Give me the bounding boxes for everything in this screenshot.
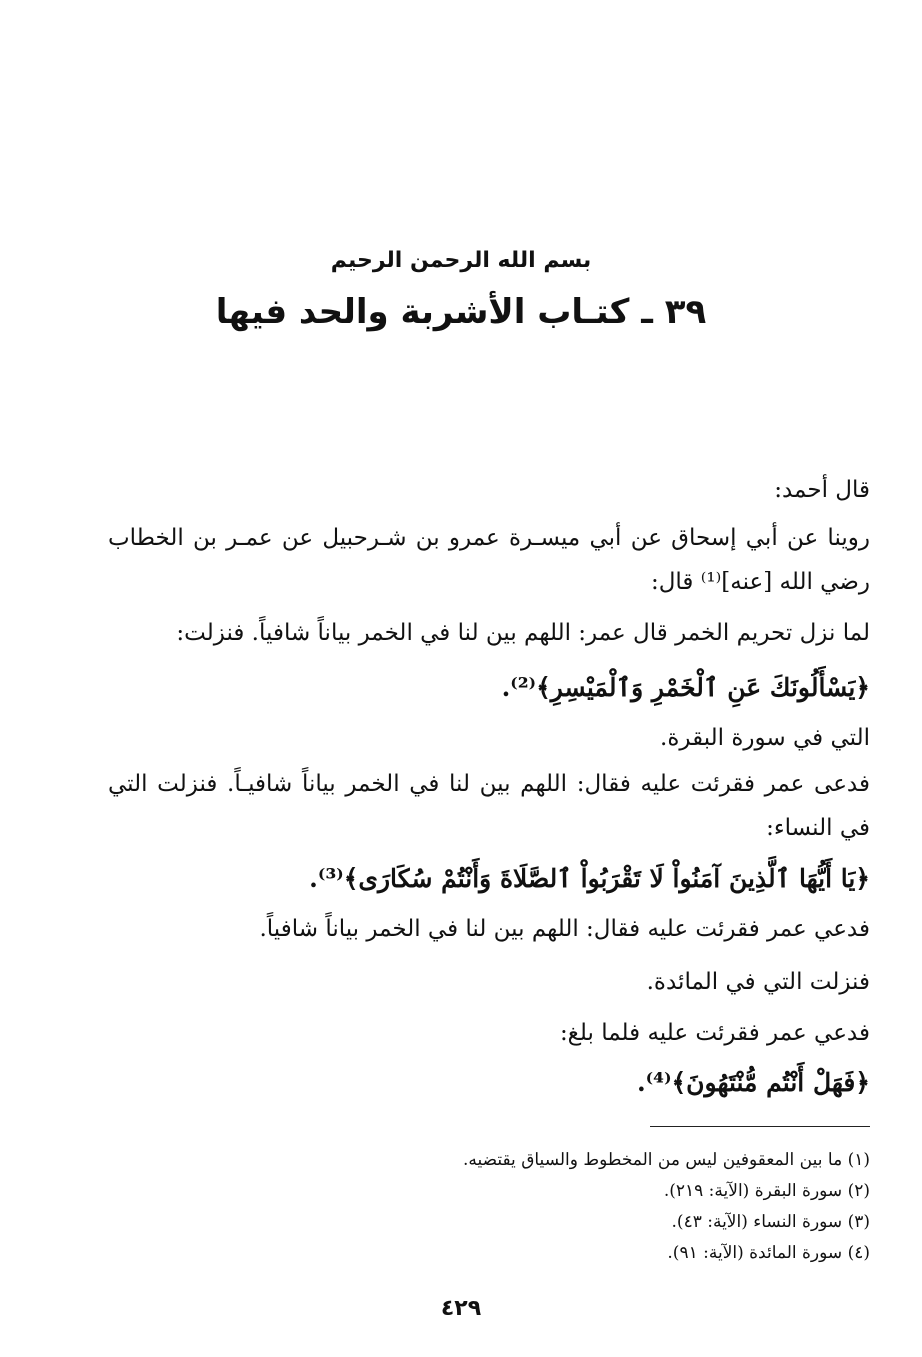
footnote-divider	[650, 1126, 870, 1127]
body-line-1: قال أحمد:	[774, 477, 870, 503]
footnote-2: (٢) سورة البقرة (الآية: ٢١٩).	[663, 1181, 870, 1201]
footnote-3: (٣) سورة النساء (الآية: ٤٣).	[671, 1212, 870, 1232]
body-line-4: لما نزل تحريم الخمر قال عمر: اللهم بين لنا في الخمر بياناً شافياً. فنزلت:	[176, 620, 870, 646]
footnote-1: (١) ما بين المعقوفين ليس من المخطوط والسياق يقتضيه.	[462, 1150, 870, 1170]
body-line-5: التي في سورة البقرة.	[660, 725, 870, 751]
body-line-3: رضي الله [عنه]⁽¹⁾ قال:	[650, 569, 870, 595]
quran-verse-3: ﴿فَهَلْ أَنْتُم مُّنْتَهُونَ﴾⁽⁴⁾.	[636, 1068, 870, 1097]
chapter-title: ٣٩ ـ كتـاب الأشربة والحد فيها	[215, 292, 707, 332]
body-line-9: فنزلت التي في المائدة.	[646, 969, 870, 995]
page-number: ٤٢٩	[440, 1296, 482, 1321]
body-line-10: فدعي عمر فقرئت عليه فلما بلغ:	[559, 1020, 870, 1046]
quran-verse-2: ﴿يَا أَيُّهَا ٱلَّذِينَ آمَنُواْ لَا تَقْرَبُواْ ٱلصَّلَاةَ وَأَنْتُمْ سُكَارَى﴾⁽³⁾.	[309, 864, 870, 893]
quran-verse-1: ﴿يَسْأَلُونَكَ عَنِ ٱلْخَمْرِ وَٱلْمَيْسِرِ﴾⁽²⁾.	[501, 673, 870, 702]
basmala-heading: بسم الله الرحمن الرحيم	[330, 248, 592, 273]
body-line-8: فدعي عمر فقرئت عليه فقال: اللهم بين لنا في الخمر بياناً شافياً.	[259, 916, 870, 942]
body-line-2: روينا عن أبي إسحاق عن أبي ميسـرة عمرو بن شـرحبيل عن عمـر بن الخطاب	[108, 525, 870, 551]
footnote-4: (٤) سورة المائدة (الآية: ٩١).	[667, 1243, 870, 1263]
body-line-7: في النساء:	[766, 815, 870, 841]
body-line-6: فدعى عمر فقرئت عليه فقال: اللهم بين لنا في الخمر بياناً شافيـاً. فنزلت التي	[108, 771, 870, 797]
